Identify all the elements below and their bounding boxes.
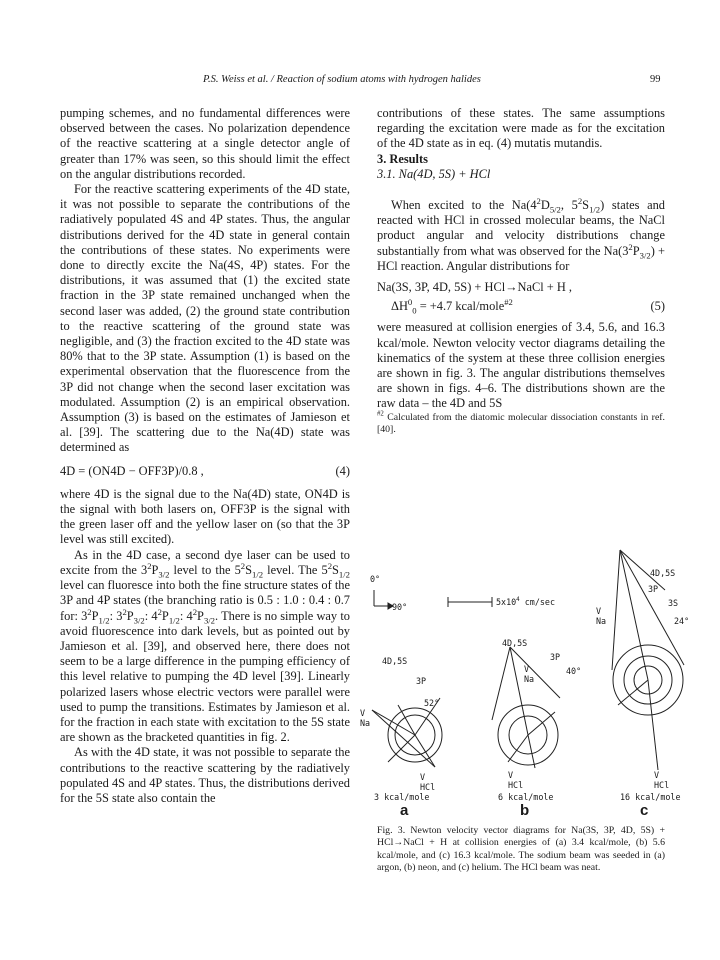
panel-label-b: b <box>520 802 530 819</box>
vector-na-a <box>372 710 415 735</box>
paragraph: When excited to the $Na(4^2D_{5/2}$, $5^2S_{1/2}$) states and reacted with HCl in crossed molecular beams, the NaCl product angular and velocity distributions change substantially from what was observed for the $Na(3^2P_{3/2})$ + HCl reaction. Angular distributions for <box>377 195 666 273</box>
label-90deg: 90° <box>392 602 408 612</box>
c-energy: 16 kcal/mole <box>620 792 681 802</box>
equation-number: (4) <box>335 463 350 478</box>
a-vna: V Na <box>360 708 371 728</box>
equation-5 <box>377 299 665 314</box>
c-vhcl: V HCl <box>654 770 670 790</box>
vector-hcl-b <box>528 735 535 768</box>
label-0deg: 0° <box>370 574 381 584</box>
paragraph: As with the 4D state, it was not possible to separate the contributions to the reactive scattering by the radiatively populated 4S and 4P states. Thus, the distributions derived for the 5S state also contain the <box>60 745 350 805</box>
panel-label-a: a <box>400 802 409 819</box>
figure-3 <box>360 530 700 820</box>
c-label-3s: 3S <box>668 598 679 608</box>
equation-4 <box>60 464 350 479</box>
b-vna: V Na <box>524 664 535 684</box>
paragraph: where 4D is the signal due to the Na(4D) state, ON4D is the signal with both lasers on, OFF3P is the signal with the green laser off and the yellow laser on (so that the 3P level was still excited). <box>60 486 350 547</box>
equation-body: 4D = (ON4D − OFF3P)/0.8 , <box>60 463 204 478</box>
paragraph: were measured at collision energies of 3.4, 5.6, and 16.3 kcal/mole. Newton velocity vector diagrams detailing the kinematics of the system at these three collision energies are shown in fig. 3. The angular distributions themselves are shown in figs. 4–6. The distributions shown are the raw data – the 4D and 5S <box>377 320 665 411</box>
footnote: $^{\#2}$ Calculated from the diatomic molecular dissociation constants in ref. [40]. <box>377 410 665 435</box>
b-energy: 6 kcal/mole <box>498 792 554 802</box>
right-column <box>377 106 665 436</box>
page-number: 99 <box>650 74 661 85</box>
subsection-heading: 3.1. Na(4D, 5S) + HCl <box>377 166 491 181</box>
a-vhcl: V HCl <box>420 772 436 792</box>
running-title: P.S. Weiss et al. / Reaction of sodium atoms with hydrogen halides <box>203 74 481 85</box>
b-vhcl: V HCl <box>508 770 524 790</box>
equation-number: (5) <box>650 299 665 314</box>
left-column <box>60 106 350 806</box>
c-angle: 24° <box>674 616 690 626</box>
b-angle: 40° <box>566 666 582 676</box>
scale-label: $5x10^4$ cm/sec <box>496 597 556 607</box>
a-label-3p: 3P <box>416 676 427 686</box>
equation-5-line1: Na(3S, 3P, 4D, 5S) + HCl→NaCl + H , <box>377 280 573 295</box>
figure-caption: Fig. 3. Newton velocity vector diagrams for Na(3S, 3P, 4D, 5S) + HCl→NaCl + H at collision energies of (a) 3.4 kcal/mole, (b) 5.6 kcal/mole, and (c) 16.3 kcal/mole. The sodium beam was seeded in (a) argon, (b) neon, and (c) helium. The HCl beam was neat. <box>377 825 665 874</box>
c-vna: V Na <box>596 606 607 626</box>
equation-body: $\Delta H^0_0 = +4.7$ kcal/mole$^{\#2}$ <box>391 297 513 316</box>
b-label-4d5s: 4D,5S <box>502 638 528 648</box>
section-heading: 3. Results <box>377 151 428 166</box>
paragraph: contributions of these states. The same assumptions regarding the excitation were made as for the excitation of the 4D state as in eq. (4) mutatis mutandis. <box>377 106 665 151</box>
paragraph: For the reactive scattering experiments of the 4D state, it was not possible to separate the contributions of the radiatively populated 4S and 4P states. Thus, the angular distributions derived for the 4D state in general contain the contributions of these states. No experiments were done to directly excite the Na(4S, 4P) states. For the distributions, it was assumed that (1) the excited state fraction in the 3P state remained unchanged when the second laser was added, (2) the ground state contribution to the reactive scattering of the ground state was negligible, and (3) the fraction excited to the 4D state was 80% that to the 3P state. Assumption (1) is based on the experimental observation that the fluorescence from the 3P did not change when the second laser excitation was modulated. Assumption (2) is an empirical observation. Assumption (3) is based on the estimates of Jamieson et al. [39]. The scattering due to the Na(4D) state was determined as <box>60 182 350 455</box>
c-label-4d5s: 4D,5S <box>650 568 676 578</box>
vector-na-b <box>510 647 528 735</box>
paragraph: pumping schemes, and no fundamental differences were observed between the cases. No polarization dependence of the reactive scattering at a single detector angle of greater than 17% was seen, so this should limit the effect on the angular distributions recorded. <box>60 106 350 181</box>
b-label-3p: 3P <box>550 652 561 662</box>
a-label-4d5s: 4D,5S <box>382 656 408 666</box>
panel-label-c: c <box>640 802 649 819</box>
c-label-3p: 3P <box>648 584 659 594</box>
a-energy: 3 kcal/mole <box>374 792 430 802</box>
a-angle: 52° <box>424 698 440 708</box>
paragraph: As in the 4D case, a second dye laser can be used to excite from the $3^2P_{3/2}$ level to the $5^2S_{1/2}$ level. The $5^2S_{1/2}$ level can fluoresce into both the fine structure states of the 3P and 4P states (the branching ratio is 0.5 : 1.0 : 0.4 : 0.7 for: $3^2P_{1/2}$: $3^2P_{3/2}$: $4^2P_{1/2}$: $4^2P_{3/2}$. There is no simple way to avoid fluorescence into dark levels, but as pointed out by Jamieson et al. [39], and observed here, there does not seem to be a large difference in the pumping efficiency of this level relative to pumping the 4D level [39]. Linearly polarized lasers whose electric vectors were parallel were used to pump the transitions. Estimates by Jamieson et al. for the fraction in each state with excitation to the 5S state are shown as the bracketed quantities in fig. 2. <box>60 547 350 745</box>
